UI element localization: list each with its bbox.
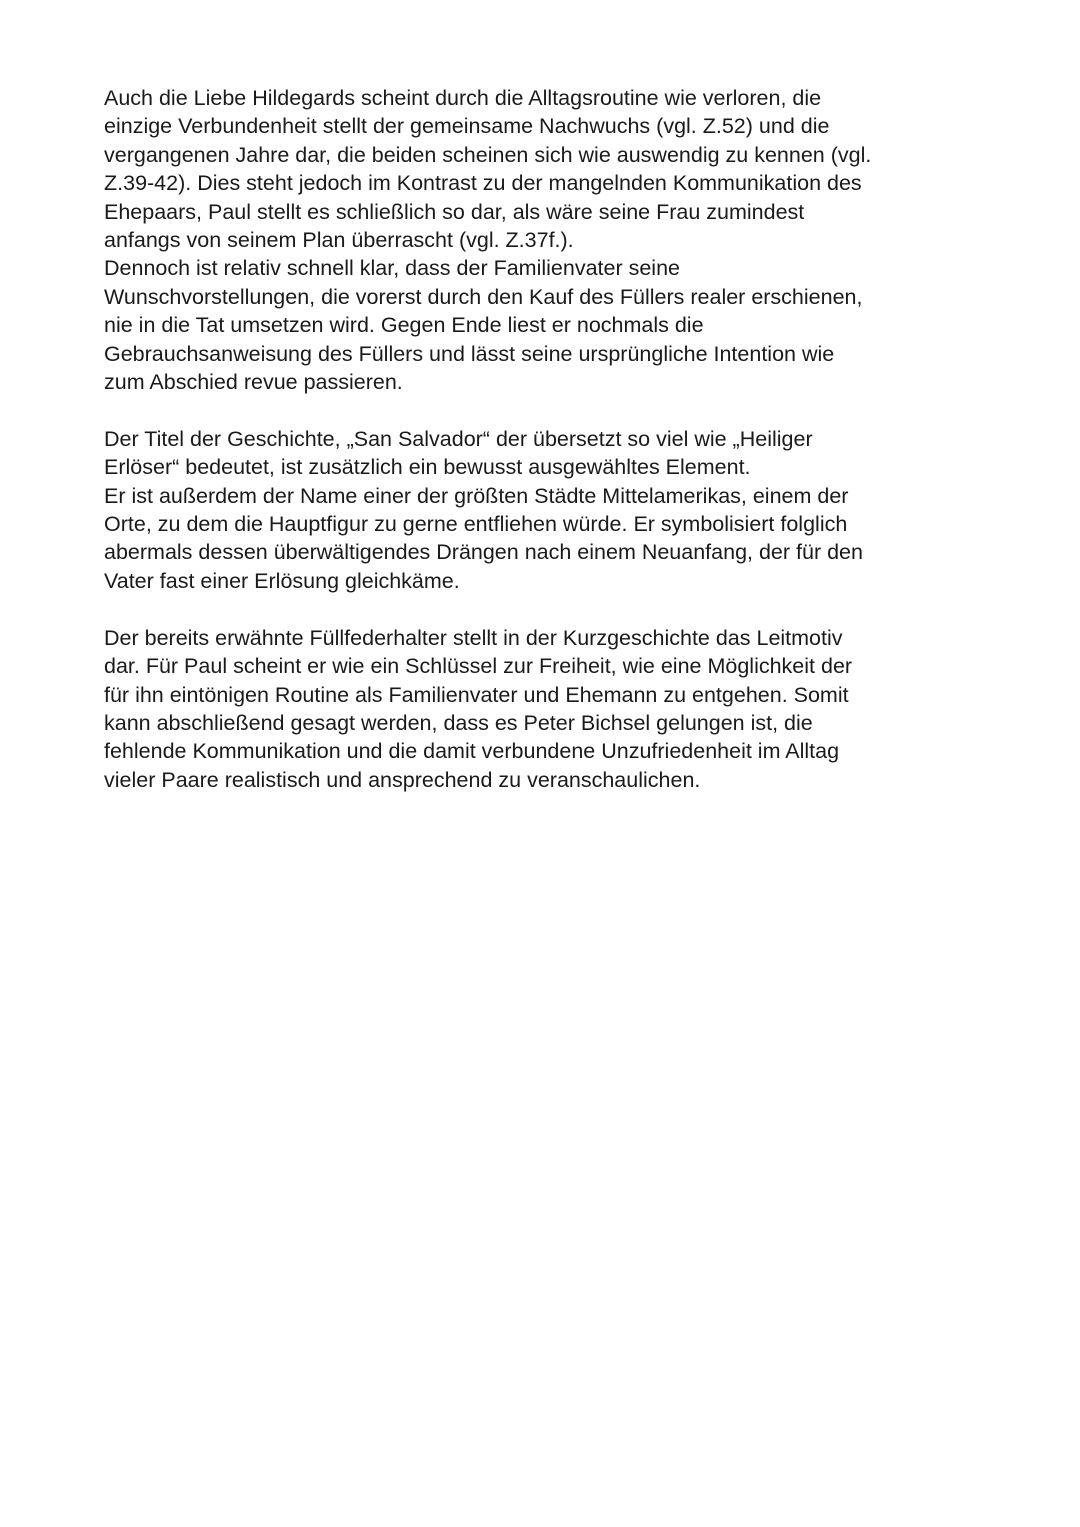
text-line: fehlende Kommunikation und die damit verbundene Unzufriedenheit im Alltag: [104, 739, 840, 764]
text-line: vieler Paare realistisch und ansprechend zu veranschaulichen.: [104, 767, 701, 792]
text-line: zum Abschied revue passieren.: [104, 370, 403, 395]
text-line: dar. Für Paul scheint er wie ein Schlüssel zur Freiheit, wie eine Möglichkeit der: [104, 654, 853, 679]
paragraph-title-meaning: [104, 425, 974, 595]
text-line: abermals dessen überwältigendes Drängen nach einem Neuanfang, der für den: [104, 540, 863, 565]
document-body: [104, 84, 974, 794]
text-line: für ihn eintönigen Routine als Familienvater und Ehemann zu entgehen. Somit: [104, 682, 849, 707]
text-line: Auch die Liebe Hildegards scheint durch die Alltagsroutine wie verloren, die: [104, 86, 822, 110]
text-line: einzige Verbundenheit stellt der gemeinsame Nachwuchs (vgl. Z.52) und die: [104, 114, 830, 139]
text-line: Wunschvorstellungen, die vorerst durch den Kauf des Füllers realer erschienen,: [104, 284, 863, 309]
text-line: kann abschließend gesagt werden, dass es Peter Bichsel gelungen ist, die: [104, 710, 813, 735]
text-line: Orte, zu dem die Hauptfigur zu gerne entfliehen würde. Er symbolisiert folglich: [104, 512, 848, 537]
text-line: vergangenen Jahre dar, die beiden scheinen sich wie auswendig zu kennen (vgl.: [104, 142, 872, 167]
text-line: Vater fast einer Erlösung gleichkäme.: [104, 568, 460, 593]
paragraph-leitmotiv: [104, 624, 974, 794]
text-line: Ehepaars, Paul stellt es schließlich so dar, als wäre seine Frau zumindest: [104, 199, 805, 224]
text-line: Gebrauchsanweisung des Füllers und lässt seine ursprüngliche Intention wie: [104, 341, 835, 366]
text-line: Er ist außerdem der Name einer der größten Städte Mittelamerikas, einem der: [104, 483, 849, 508]
paragraph-hildegard: [104, 84, 974, 396]
text-line: Erlöser“ bedeutet, ist zusätzlich ein bewusst ausgewähltes Element.: [104, 455, 751, 480]
text-line: Z.39-42). Dies steht jedoch im Kontrast zu der mangelnden Kommunikation des: [104, 171, 862, 196]
text-line: nie in die Tat umsetzen wird. Gegen Ende liest er nochmals die: [104, 313, 704, 338]
text-line: Dennoch ist relativ schnell klar, dass der Familienvater seine: [104, 256, 680, 281]
text-line: Der Titel der Geschichte, „San Salvador“ der übersetzt so viel wie „Heiliger: [104, 426, 813, 451]
text-line: anfangs von seinem Plan überrascht (vgl. Z.37f.).: [104, 228, 574, 253]
text-line: Der bereits erwähnte Füllfederhalter stellt in der Kurzgeschichte das Leitmotiv: [104, 625, 843, 650]
